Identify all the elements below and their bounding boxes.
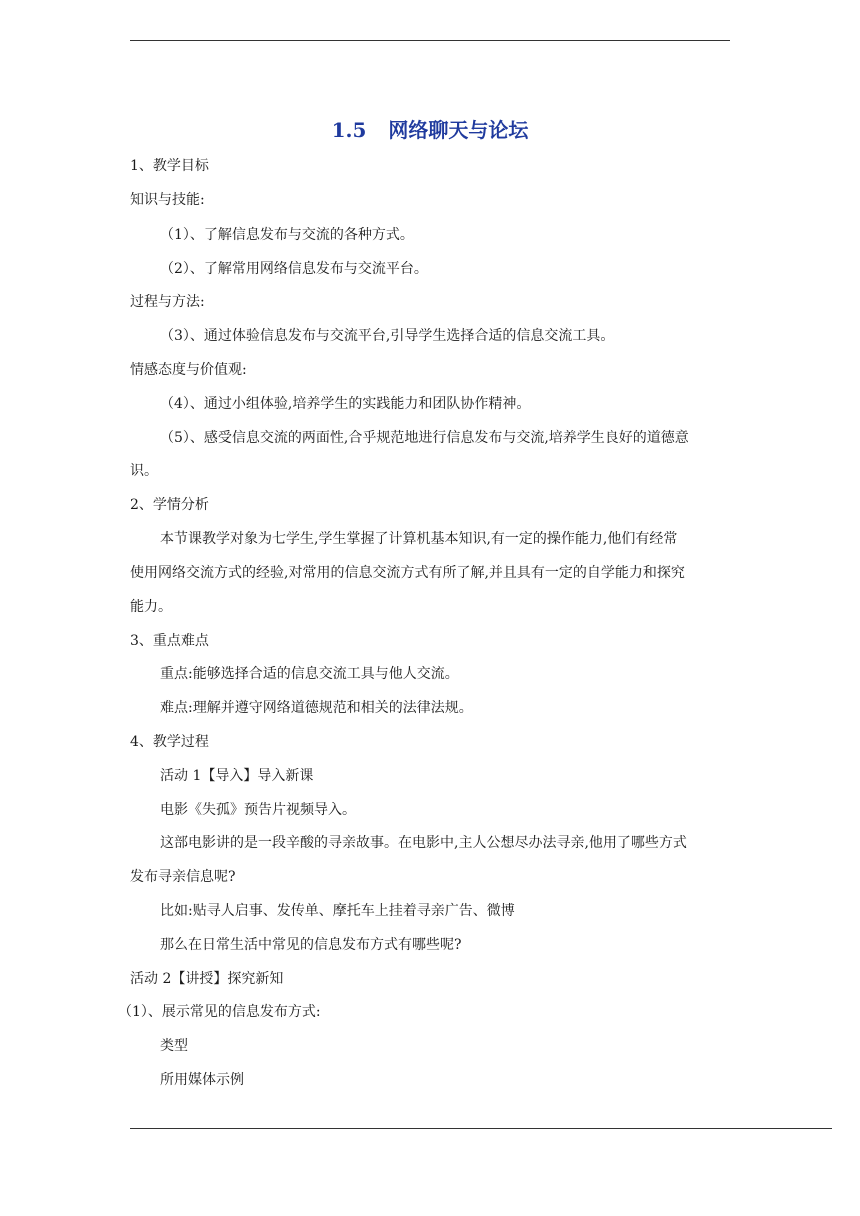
paragraph: （3）、通过体验信息发布与交流平台,引导学生选择合适的信息交流工具。 xyxy=(160,328,615,344)
paragraph: （1）、了解信息发布与交流的各种方式。 xyxy=(160,227,414,243)
heading-objectives: 1、教学目标 xyxy=(130,158,209,174)
paragraph: （1）、展示常见的信息发布方式: xyxy=(118,1004,321,1020)
activity-heading: 活动 2【讲授】探究新知 xyxy=(130,971,284,987)
paragraph: 本节课教学对象为七学生,学生掌握了计算机基本知识,有一定的操作能力,他们有经常 xyxy=(160,531,678,547)
paragraph: 能力。 xyxy=(130,599,172,615)
subheading-attitude: 情感态度与价值观: xyxy=(130,362,247,378)
paragraph: 所用媒体示例 xyxy=(160,1072,244,1088)
subheading-process: 过程与方法: xyxy=(130,294,205,310)
heading-key-points: 3、重点难点 xyxy=(130,633,209,649)
paragraph: （5）、感受信息交流的两面性,合乎规范地进行信息发布与交流,培养学生良好的道德意 xyxy=(160,430,689,446)
paragraph: 发布寻亲信息呢? xyxy=(130,869,236,885)
paragraph: （2）、了解常用网络信息发布与交流平台。 xyxy=(160,261,428,277)
paragraph: 难点:理解并遵守网络道德规范和相关的法律法规。 xyxy=(160,700,473,716)
header-rule xyxy=(130,40,730,41)
section-title: 网络聊天与论坛 xyxy=(388,118,529,142)
section-number: 1.5 xyxy=(331,118,367,142)
footer-rule xyxy=(130,1128,832,1129)
activity-heading: 活动 1【导入】导入新课 xyxy=(160,768,314,784)
paragraph: 类型 xyxy=(160,1038,188,1054)
paragraph: 识。 xyxy=(130,463,158,479)
heading-analysis: 2、学情分析 xyxy=(130,497,209,513)
paragraph: 重点:能够选择合适的信息交流工具与他人交流。 xyxy=(160,666,459,682)
heading-process: 4、教学过程 xyxy=(130,734,209,750)
paragraph: （4）、通过小组体验,培养学生的实践能力和团队协作精神。 xyxy=(160,396,531,412)
paragraph: 这部电影讲的是一段辛酸的寻亲故事。在电影中,主人公想尽办法寻亲,他用了哪些方式 xyxy=(160,835,687,851)
page-title xyxy=(0,114,860,143)
paragraph: 那么在日常生活中常见的信息发布方式有哪些呢? xyxy=(160,937,462,953)
paragraph: 使用网络交流方式的经验,对常用的信息交流方式有所了解,并且具有一定的自学能力和探究 xyxy=(130,565,685,581)
subheading-knowledge: 知识与技能: xyxy=(130,192,205,208)
paragraph: 比如:贴寻人启事、发传单、摩托车上挂着寻亲广告、微博 xyxy=(160,903,515,919)
paragraph: 电影《失孤》预告片视频导入。 xyxy=(160,802,356,818)
